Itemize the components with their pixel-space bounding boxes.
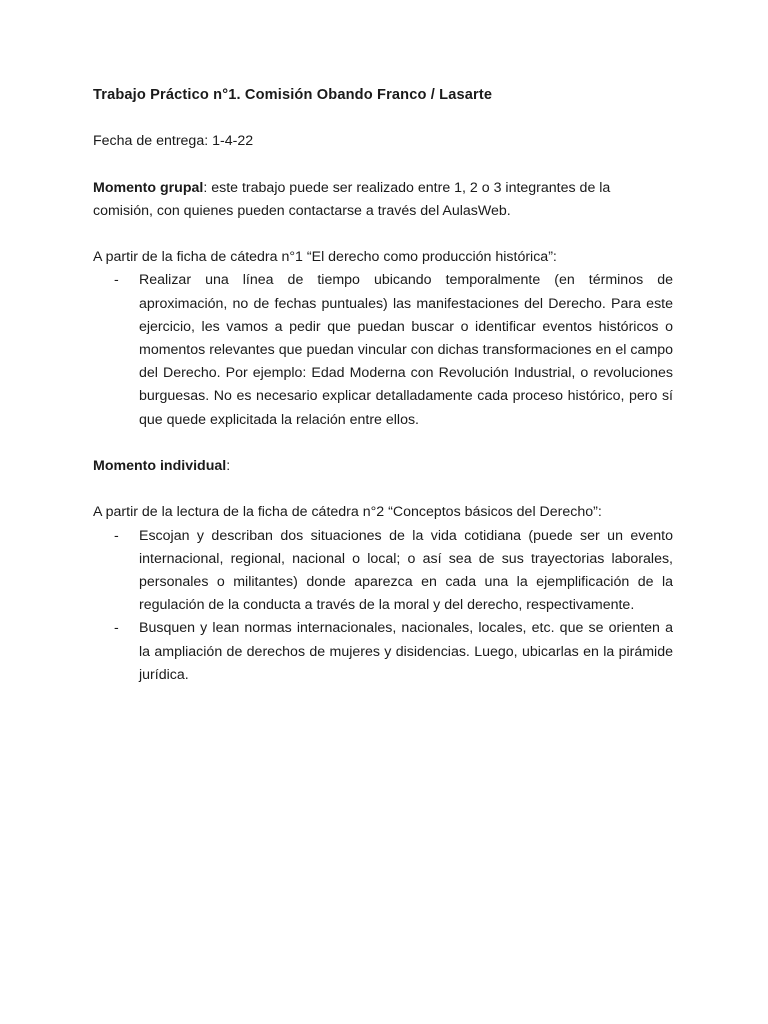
document-title: Trabajo Práctico n°1. Comisión Obando Franco / Lasarte [93,87,493,103]
individual-heading [93,455,673,478]
individual-task-list [93,525,673,687]
group-task-list [93,269,673,431]
dash-bullet: - [114,272,119,289]
dash-bullet: - [114,620,119,637]
list-item [93,269,673,431]
individual-suffix: : [226,457,231,474]
group-intro: A partir de la ficha de cátedra n°1 “El derecho como producción histórica”: [93,249,557,266]
list-item [93,525,673,618]
group-paragraph [93,177,673,223]
list-item [93,617,673,687]
document-page [93,84,673,687]
dash-bullet: - [114,527,119,544]
group-label: Momento grupal [93,179,204,196]
individual-task-text: Escojan y describan dos situaciones de la vida cotidiana (puede ser un evento internacional, regional, nacional o local; o así sea de sus trayectorias laborales, personales o militantes) donde aparezca en cada una la ejemplificación de la regulación de la conducta a través de la moral y del derecho, respectivamente. [139,527,673,614]
group-task-text: Realizar una línea de tiempo ubicando temporalmente (en términos de aproximación, no de fechas puntuales) las manifestaciones del Derecho. Para este ejercicio, les vamos a pedir que puedan buscar o identificar eventos históricos o momentos relevantes que puedan vincular con dichas transformaciones en el campo del Derecho. Por ejemplo: Edad Moderna con Revolución Industrial, o revoluciones burguesas. No es necesario explicar detalladamente cada proceso histórico, pero sí que quede explicitada la relación entre ellos. [139,272,673,428]
individual-intro: A partir de la lectura de la ficha de cátedra n°2 “Conceptos básicos del Derecho”: [93,504,602,521]
group-text: : este trabajo puede ser realizado entre 1, 2 o 3 integrantes de la comisión, con quienes pueden contactarse a través del AulasWeb. [93,179,611,219]
individual-label: Momento individual [93,457,227,474]
individual-task-text: Busquen y lean normas internacionales, nacionales, locales, etc. que se orienten a la ampliación de derechos de mujeres y disidencias. Luego, ubicarlas en la pirámide jurídica. [139,620,673,683]
due-date: Fecha de entrega: 1-4-22 [93,133,254,150]
